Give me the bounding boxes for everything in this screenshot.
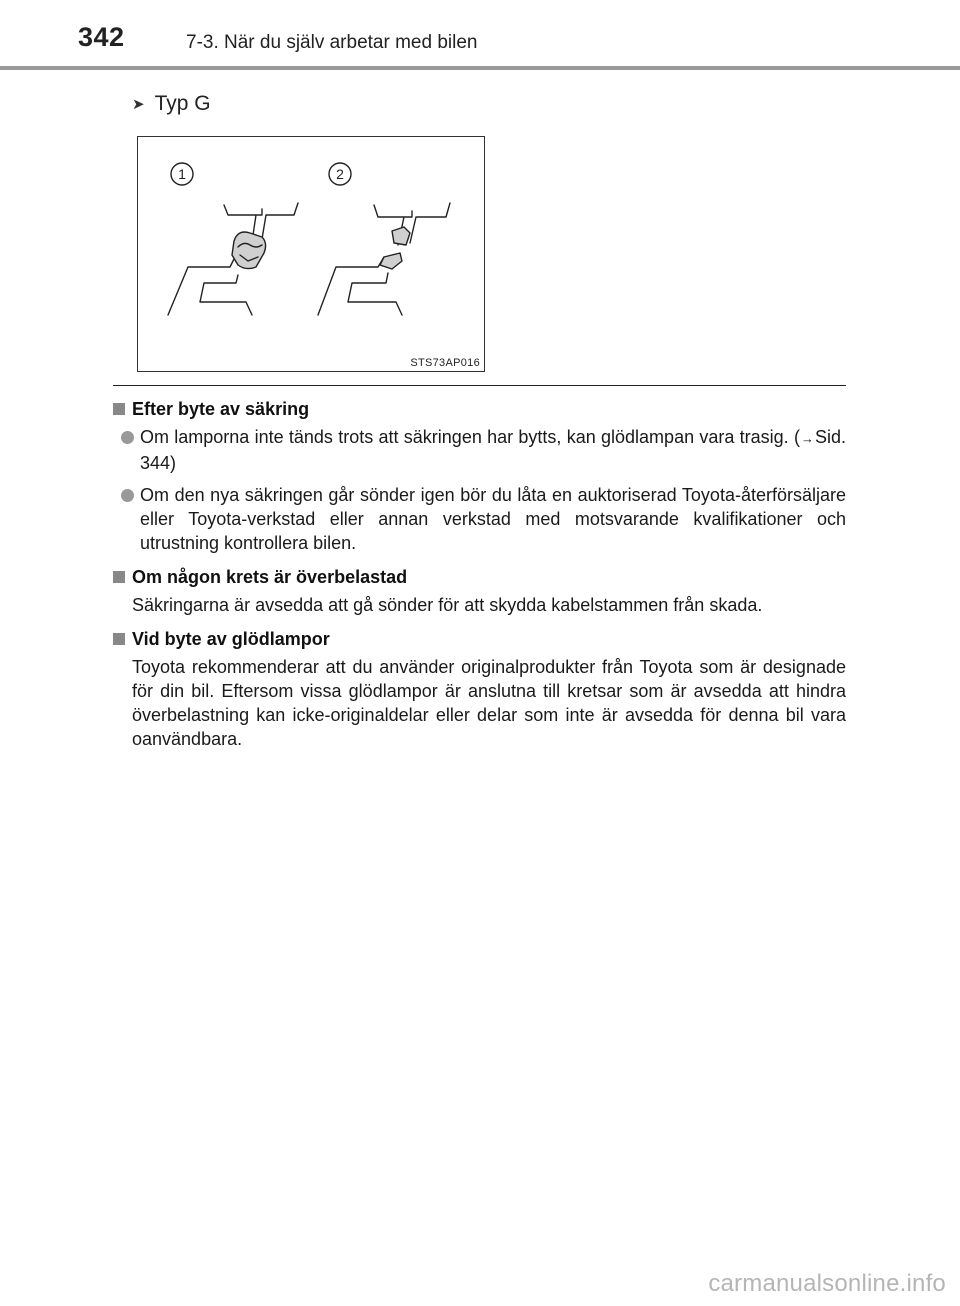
triangle-arrow-icon: ➤ — [132, 96, 145, 113]
circle-bullet-icon — [121, 431, 134, 444]
square-bullet-icon — [113, 633, 125, 645]
section-heading: Vid byte av glödlampor — [113, 626, 846, 652]
section-title: 7-3. När du själv arbetar med bilen — [186, 32, 478, 53]
bullet-item: Om den nya säkringen går sönder igen bör du låta en auktoriserad Toyota-återförsäljare eller Toyota-verkstad eller annan verkstad med motsvarande kvalifikationer och utrustning kontrollera bilen. — [113, 483, 846, 555]
circle-bullet-icon — [121, 489, 134, 502]
section-after-fuse-replacement — [113, 396, 846, 555]
reference-arrow-icon: → — [800, 431, 814, 446]
blown-fuse-bottom — [380, 253, 402, 269]
section-heading: Efter byte av säkring — [113, 396, 846, 422]
square-bullet-icon — [113, 571, 125, 583]
type-label-text: Typ G — [154, 92, 211, 115]
watermark: carmanualsonline.info — [708, 1270, 946, 1297]
section-circuit-overloaded — [113, 564, 846, 617]
fuse-illustration — [137, 136, 485, 372]
section-bulb-replacement — [113, 626, 846, 751]
left-lower-bracket — [168, 259, 252, 315]
blown-fuse-top — [392, 227, 410, 245]
square-bullet-icon — [113, 403, 125, 415]
callout-2-label: 2 — [336, 166, 344, 182]
fuse-diagram — [138, 137, 484, 371]
right-upper-bracket — [374, 203, 450, 245]
intact-fuse — [232, 232, 266, 269]
type-label — [132, 92, 211, 116]
content-rule — [113, 385, 846, 386]
header-rule — [0, 66, 960, 70]
callout-1-label: 1 — [178, 166, 186, 182]
page-reference-link[interactable]: Sid. 344 — [140, 427, 846, 473]
content — [113, 396, 846, 760]
section-body: Toyota rekommenderar att du använder originalprodukter från Toyota som är designade för din bil. Eftersom vissa glödlampor är anslutna till kretsar som är avsedda att hindra överbelastning kan icke-originaldelar eller delar som inte är avsedda för denna bil vara oanvändbara. — [132, 657, 846, 749]
bullet-item: Om lamporna inte tänds trots att säkringen har bytts, kan glödlampan vara trasig. (→Sid. 344) — [113, 425, 846, 475]
section-heading: Om någon krets är överbelastad — [113, 564, 846, 590]
page-number: 342 — [78, 22, 125, 52]
figure-code: STS73AP016 — [410, 357, 480, 369]
section-body: Säkringarna är avsedda att gå sönder för att skydda kabelstammen från skada. — [132, 595, 763, 615]
